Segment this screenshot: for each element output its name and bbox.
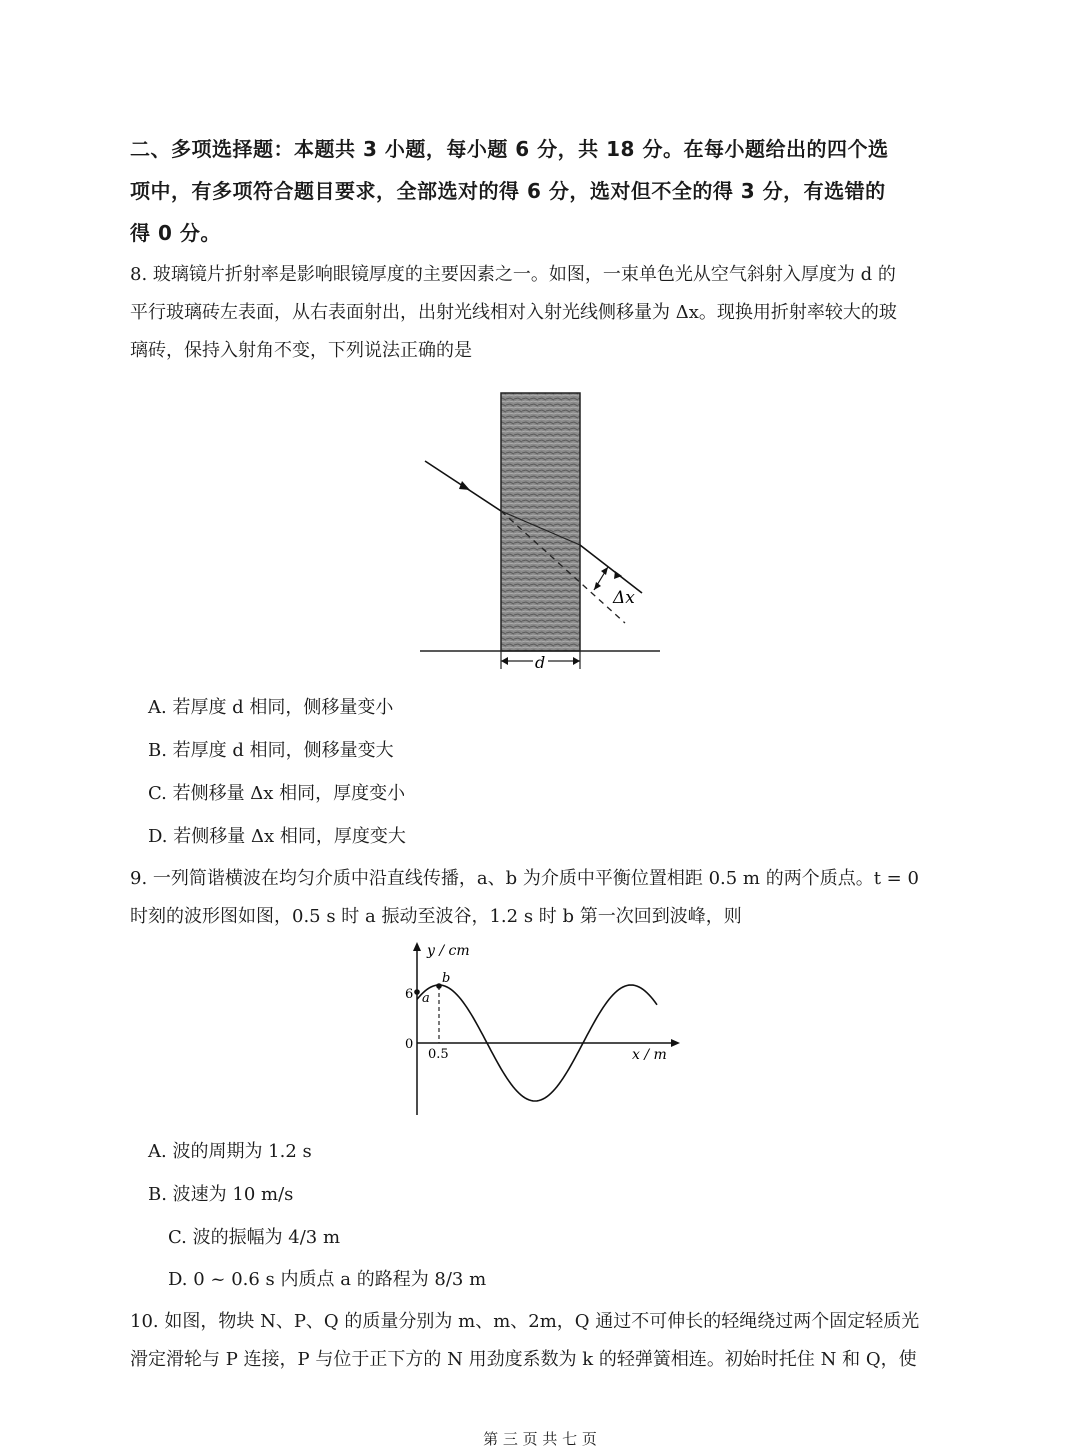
emergent-ray xyxy=(580,545,642,593)
option-d: D. 若侧移量 Δx 相同，厚度变大 xyxy=(148,826,406,847)
section-heading-line: 项中，有多项符合题目要求，全部选对的得 6 分，选对但不全的得 3 分，有选错的 xyxy=(130,179,886,203)
x-axis-label: x / m xyxy=(632,1047,667,1063)
origin-label: 0 xyxy=(405,1037,414,1052)
label-dx: Δx xyxy=(613,588,635,608)
y-tick-6: 6 xyxy=(405,987,414,1002)
question-8-text xyxy=(130,256,940,370)
arrow-icon xyxy=(459,481,470,490)
arrow-icon xyxy=(671,1039,680,1047)
question-line: 平行玻璃砖左表面，从右表面射出，出射光线相对入射光线侧移量为 Δx。现换用折射率较大的玻 xyxy=(130,302,897,323)
arrow-icon xyxy=(601,567,608,575)
page-number: 第 三 页 共 七 页 xyxy=(483,1430,597,1448)
question-line: 8. 玻璃镜片折射率是影响眼镜厚度的主要因素之一。如图，一束单色光从空气斜射入厚度为 d 的 xyxy=(130,264,896,285)
arrow-icon xyxy=(413,942,421,951)
question-10-text xyxy=(130,1303,940,1379)
point-b xyxy=(436,983,442,989)
label-d: d xyxy=(535,653,546,672)
arrow-icon xyxy=(573,657,580,665)
question-line: 9. 一列简谐横波在均匀介质中沿直线传播，a、b 为介质中平衡位置相距 0.5 m 的两个质点。t = 0 xyxy=(130,868,919,889)
label-b: b xyxy=(442,971,451,986)
point-a xyxy=(414,989,420,995)
glass-slab-figure xyxy=(410,385,680,675)
x-tick-05: 0.5 xyxy=(428,1047,449,1062)
option-b: B. 波速为 10 m/s xyxy=(148,1184,294,1205)
arrow-icon xyxy=(594,582,601,590)
arrow-icon xyxy=(501,657,508,665)
question-line: 璃砖，保持入射角不变，下列说法正确的是 xyxy=(130,340,472,361)
section-heading-line: 二、多项选择题：本题共 3 小题，每小题 6 分，共 18 分。在每小题给出的四个选 xyxy=(130,137,889,161)
section-heading-line: 得 0 分。 xyxy=(130,221,221,245)
question-9-text xyxy=(130,860,940,936)
y-axis-label: y / cm xyxy=(427,943,470,959)
arrow-icon xyxy=(614,571,622,579)
question-line: 10. 如图，物块 N、P、Q 的质量分别为 m、m、2m，Q 通过不可伸长的轻绳绕过两个固定轻质光 xyxy=(130,1311,920,1332)
label-a: a xyxy=(422,991,430,1006)
wave-graph-figure xyxy=(395,940,685,1120)
section-heading xyxy=(130,128,960,254)
option-c: C. 若侧移量 Δx 相同，厚度变小 xyxy=(148,783,406,804)
option-a: A. 若厚度 d 相同，侧移量变小 xyxy=(148,697,394,718)
option-d: D. 0 ~ 0.6 s 内质点 a 的路程为 8/3 m xyxy=(168,1269,487,1290)
question-line: 滑定滑轮与 P 连接，P 与位于正下方的 N 用劲度系数为 k 的轻弹簧相连。初始时托住 N 和 Q，使 xyxy=(130,1349,917,1370)
question-line: 时刻的波形图如图，0.5 s 时 a 振动至波谷，1.2 s 时 b 第一次回到波峰，则 xyxy=(130,906,742,927)
option-a: A. 波的周期为 1.2 s xyxy=(148,1141,312,1162)
option-b: B. 若厚度 d 相同，侧移量变大 xyxy=(148,740,394,761)
option-c: C. 波的振幅为 4/3 m xyxy=(168,1227,341,1248)
